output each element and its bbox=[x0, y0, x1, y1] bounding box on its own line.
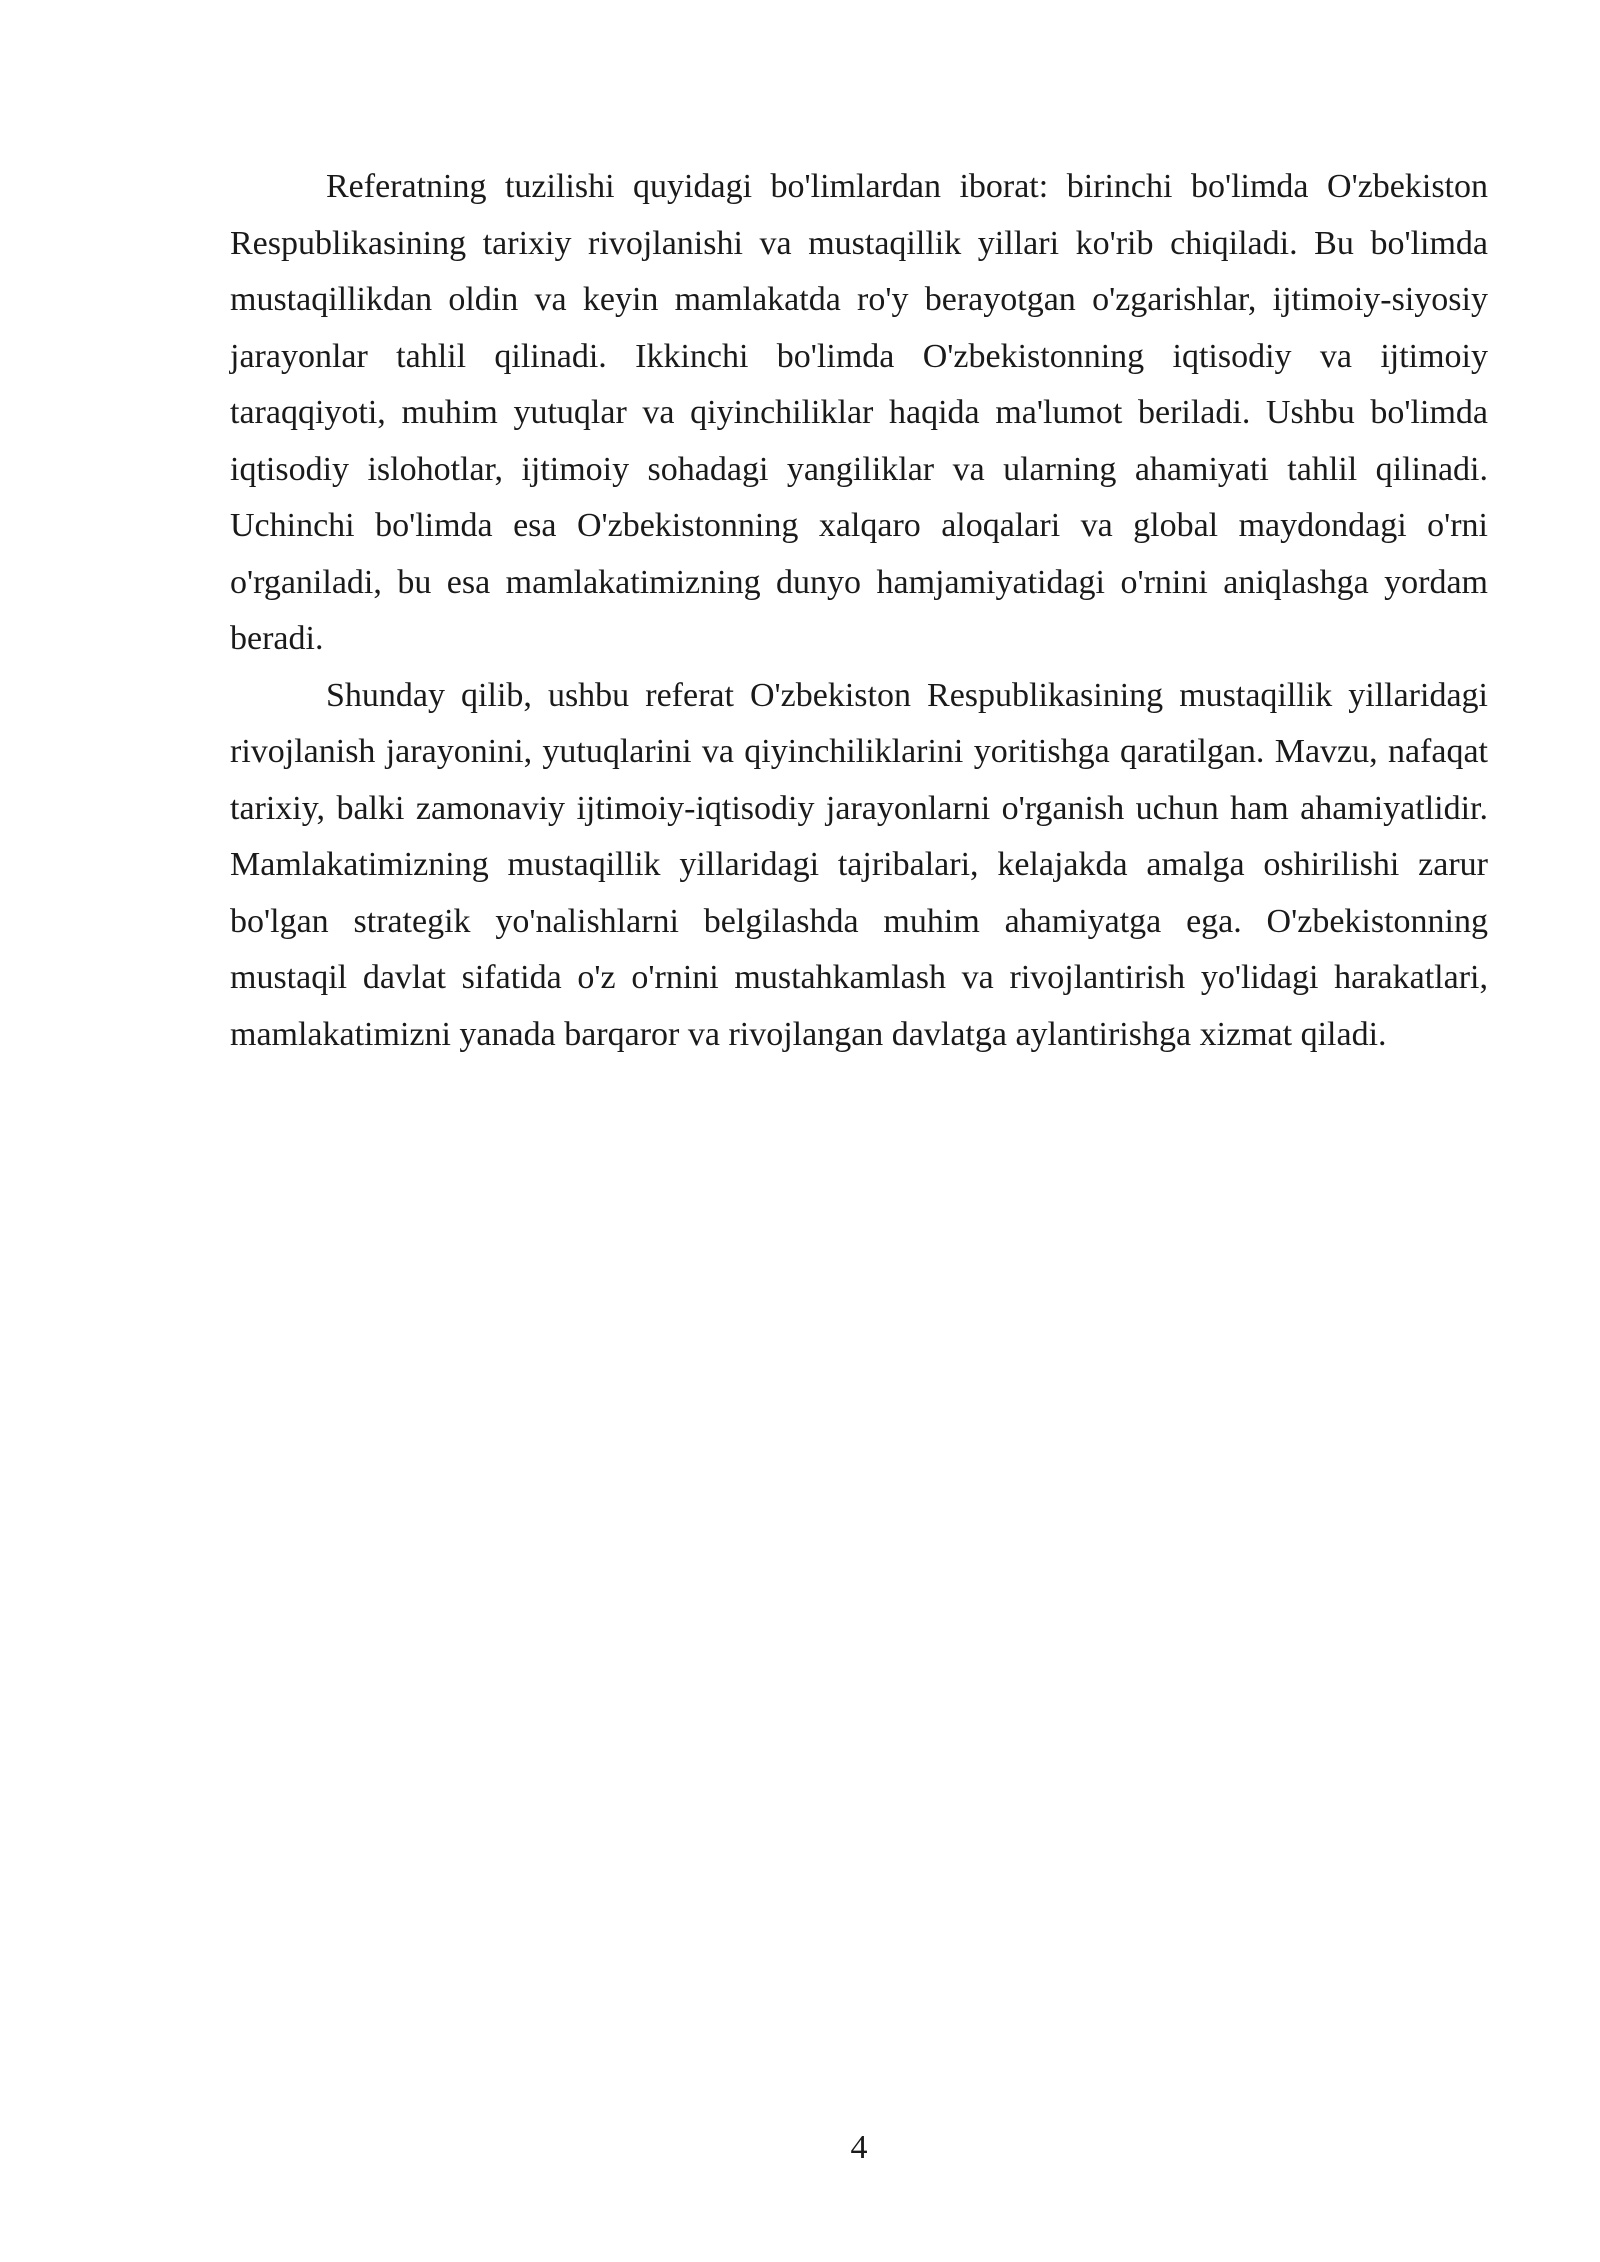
paragraph-conclusion: Shunday qilib, ushbu referat O'zbekiston Respublikasining mustaqillik yillaridagi rivojlanish jarayonini, yutuqlarini va qiyinchiliklarini yoritishga qaratilgan. Mavzu, nafaqat tarixiy, balki zamonaviy ijtimoiy-iqtisodiy jarayonlarni o'rganish uchun ham ahamiyatlidir. Mamlakatimizning mustaqillik yillaridagi tajribalari, kelajakda amalga oshirilishi zarur bo'lgan strategik yo'nalishlarni belgilashda muhim ahamiyatga ega. O'zbekistonning mustaqil davlat sifatida o'z o'rnini mustahkamlash va rivojlantirish yo'lidagi harakatlari, mamlakatimizni yanada barqaror va rivojlangan davlatga aylantirishga xizmat qiladi. bbox=[230, 676, 1488, 1053]
page-number: 4 bbox=[850, 2129, 868, 2166]
paragraph-structure: Referatning tuzilishi quyidagi bo'limlardan iborat: birinchi bo'limda O'zbekiston Respublikasining tarixiy rivojlanishi va mustaqillik yillari ko'rib chiqiladi. Bu bo'limda mustaqillikdan oldin va keyin mamlakatda ro'y berayotgan o'zgarishlar, ijtimoiy-siyosiy jarayonlar tahlil qilinadi. Ikkinchi bo'limda O'zbekistonning iqtisodiy va ijtimoiy taraqqiyoti, muhim yutuqlar va qiyinchiliklar haqida ma'lumot beriladi. Ushbu bo'limda iqtisodiy islohotlar, ijtimoiy sohadagi yangiliklar va ularning ahamiyati tahlil qilinadi. Uchinchi bo'limda esa O'zbekistonning xalqaro aloqalari va global maydondagi o'rni o'rganiladi, bu esa mamlakatimizning dunyo hamjamiyatidagi o'rnini aniqlashga yordam beradi. bbox=[230, 168, 1488, 657]
body-text bbox=[230, 159, 1488, 1063]
